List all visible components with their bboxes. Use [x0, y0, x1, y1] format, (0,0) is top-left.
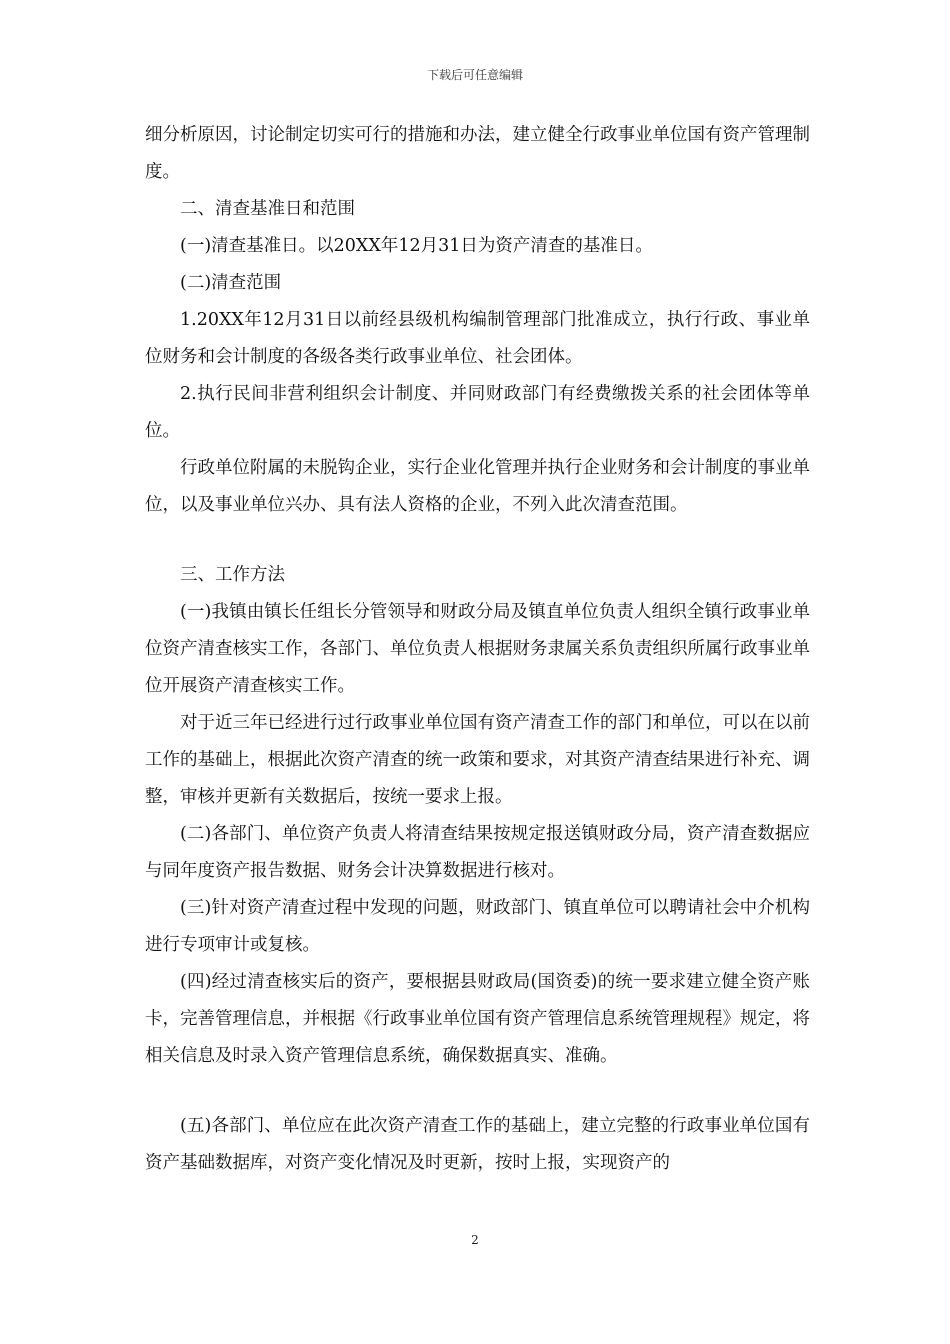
page-number: 2 — [471, 1233, 479, 1247]
paragraph-spacer — [145, 1075, 810, 1108]
paragraph: (一)清查基准日。以20XX年12月31日为资产清查的基准日。 — [180, 236, 653, 256]
paragraph: 1.20XX年12月31日以前经县级机构编制管理部门批准成立，执行行政、事业单位财务和会计制度的各级各类行政事业单位、社会团体。 — [145, 310, 810, 367]
paragraph-spacer — [145, 524, 810, 557]
paragraph: (一)我镇由镇长任组长分管领导和财政分局及镇直单位负责人组织全镇行政事业单位资产清查核实工作，各部门、单位负责人根据财务隶属关系负责组织所属行政事业单位开展资产清查核实工作。 — [145, 602, 810, 696]
paragraph: 细分析原因，讨论制定切实可行的措施和办法，建立健全行政事业单位国有资产管理制度。 — [145, 125, 810, 182]
paragraph: (二)各部门、单位资产负责人将清查结果按规定报送镇财政分局，资产清查数据应与同年度资产报告数据、财务会计决算数据进行核对。 — [145, 824, 810, 881]
subsection-heading: (二)清查范围 — [180, 273, 282, 293]
section-heading: 三、工作方法 — [180, 565, 285, 585]
paragraph: (四)经过清查核实后的资产，要根据县财政局(国资委)的统一要求建立健全资产账卡，完善管理信息，并根据《行政事业单位国有资产管理信息系统管理规程》规定，将相关信息及时录入资产管理信息系统，确保数据真实、准确。 — [145, 972, 810, 1066]
paragraph: 行政单位附属的未脱钩企业，实行企业化管理并执行企业财务和会计制度的事业单位，以及事业单位兴办、具有法人资格的企业，不列入此次清查范围。 — [145, 458, 810, 515]
paragraph: 对于近三年已经进行过行政事业单位国有资产清查工作的部门和单位，可以在以前工作的基础上，根据此次资产清查的统一政策和要求，对其资产清查结果进行补充、调整，审核并更新有关数据后，按统一要求上报。 — [145, 713, 810, 807]
section-heading: 二、清查基准日和范围 — [180, 199, 355, 219]
paragraph: (三)针对资产清查过程中发现的问题，财政部门、镇直单位可以聘请社会中介机构进行专项审计或复核。 — [145, 898, 810, 955]
paragraph: (五)各部门、单位应在此次资产清查工作的基础上，建立完整的行政事业单位国有资产基础数据库，对资产变化情况及时更新，按时上报，实现资产的 — [145, 1116, 810, 1173]
document-body — [145, 117, 810, 1182]
paragraph: 2.执行民间非营利组织会计制度、并同财政部门有经费缴拨关系的社会团体等单位。 — [145, 384, 810, 441]
page-header: 下载后可任意编辑 — [426, 68, 523, 82]
